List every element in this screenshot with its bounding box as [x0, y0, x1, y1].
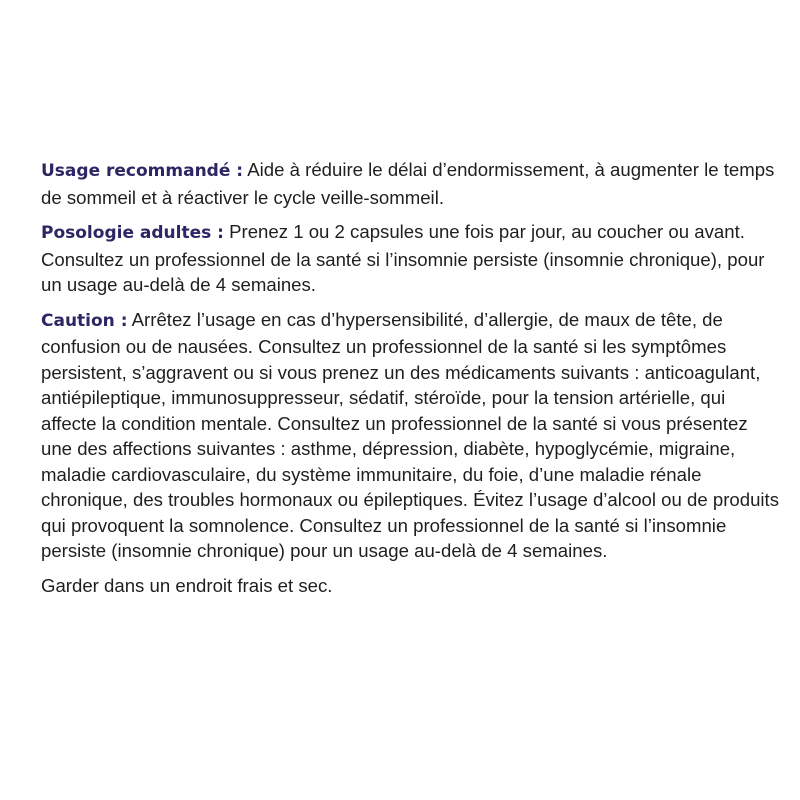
caution-heading: Caution : [41, 310, 128, 331]
adult-dosage-text: Prenez 1 ou 2 capsules une fois par jour, au coucher ou avant. Consultez un professionnel de la santé si l’insomnie persiste (insomnie chronique), pour un usage au-delà de 4 semaines. [41, 221, 765, 295]
recommended-usage-paragraph [41, 157, 781, 210]
recommended-usage-heading: Usage recommandé : [41, 161, 244, 181]
recommended-usage-text: Aide à réduire le délai d’endormissement, à augmenter le temps de sommeil et à réactiver le cycle veille-sommeil. [41, 159, 775, 208]
adult-dosage-heading: Posologie adultes : [41, 223, 224, 243]
adult-dosage-paragraph [41, 219, 781, 298]
label-text-block [41, 157, 781, 607]
storage-paragraph [41, 573, 781, 599]
caution-paragraph [41, 307, 781, 564]
storage-text: Garder dans un endroit frais et sec. [41, 574, 333, 596]
caution-text: Arrêtez l’usage en cas d’hypersensibilité, d’allergie, de maux de tête, de confusion ou de nausées. Consultez un professionnel de la santé si les symptômes persistent, s’aggravent ou si vous prenez un des médicaments suivants : anticoagulant, antiépileptique, immunosuppresseur, sédatif, stéroïde, pour la tension artérielle, qui affecte la condition mentale. Consultez un professionnel de la santé si vous présentez une des affections suivantes : asthme, dépression, diabète, hypoglycémie, migraine, maladie cardiovasculaire, du système immunitaire, du foie, d’une maladie rénale chronique, des troubles hormonaux ou épileptiques. Évitez l’usage d’alcool ou de produits qui provoquent la somnolence. Consultez un professionnel de la santé si l’insomnie persiste (insomnie chronique) pour un usage au-delà de 4 semaines. [41, 308, 780, 561]
